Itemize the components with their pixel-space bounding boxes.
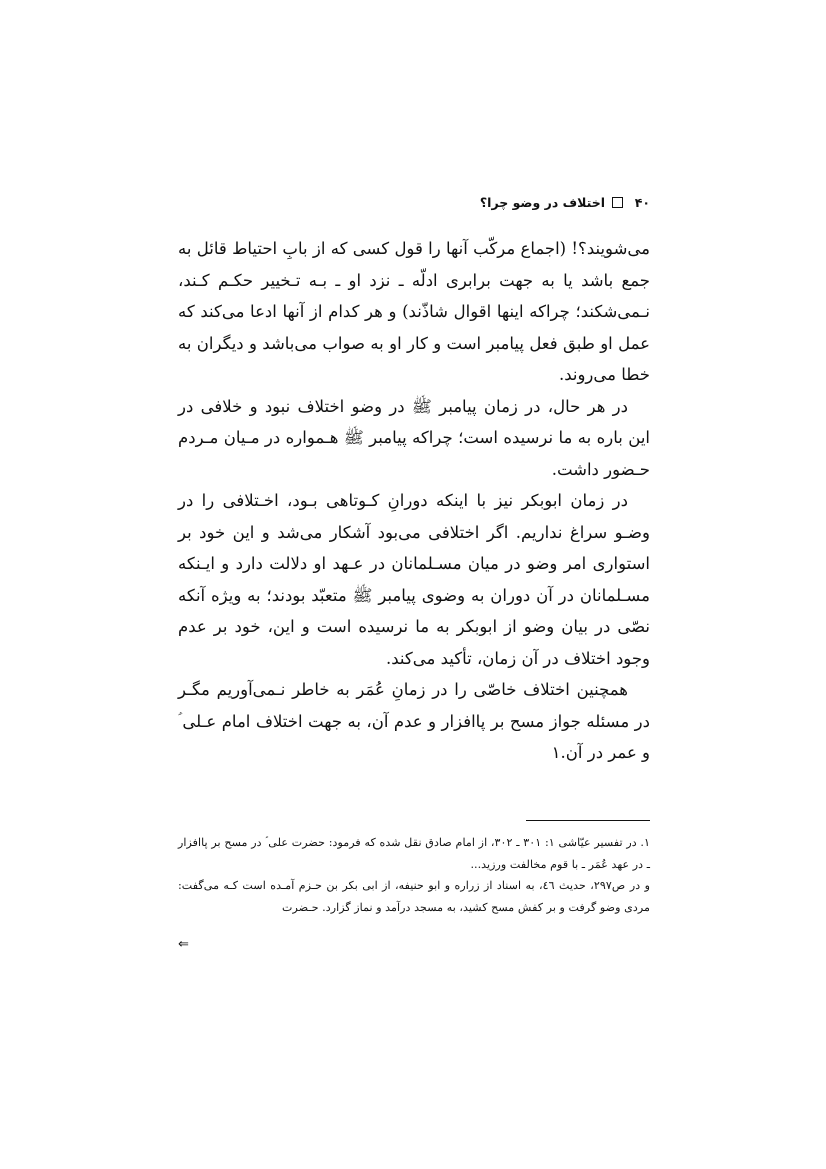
footnote: ۱. در تفسیر عیّاشی ۱: ۳۰۱ ـ ۳۰۲، از امام صادق نقل شده که فرمود: حضرت علی ؑ در مسح بر پاافزار ـ در عهد عُمَر ـ با قوم مخالفت ورزید... [178,836,650,871]
paragraph: می‌شویند؟! (اجماع مرکّب آنها را قول کسی که از بابِ احتیاط قائل به جمع باشد یا به جهت برابری ادلّه ـ نزد او ـ بـه تـخییر حکـم کـند، نـمی‌شکند؛ چراکه اینها اقوال شاذّند) و هر کدام از آنها ادعا می‌کند که عمل او طبق فعل پیامبر است و کار او به صواب می‌باشد و دیگران به خطا می‌روند. [178,239,650,384]
paragraph: در هر حال، در زمان پیامبر ﷺ در وضو اختلاف نبود و خلافی در این باره به ما نرسیده است؛ چراکه پیامبر ﷺ هـمواره در مـیان مـردم حـضور داشت. [178,396,650,479]
footnote-divider [526,820,650,821]
main-text [178,233,650,769]
running-header [178,195,650,217]
paragraph: همچنین اختلاف خاصّی را در زمانِ عُمَر به خاطر نـمی‌آوریم مگـر در مسئله جواز مسح بر پاافزار و عدم آن، به جهت اختلاف امام عـلی ؑ و عمر در آن.۱ [178,680,650,762]
running-title: اختلاف در وضو چرا؟ [479,195,606,210]
paragraph: در زمان ابوبکر نیز با اینکه دورانِ کـوتاهی بـود، اخـتلافی را در وضـو سراغ نداریم. اگر اختلافی می‌بود آشکار می‌شد و این خود بر استواری امر وضو در میان مسـلمانان در عـهد او دلالت دارد و ایـنکه مسـلمانان در آن دوران به وضوی پیامبر ﷺ متعبّد بودند؛ به ویژه آنکه نصّی در بیان وضو از ابوبکر به ما نرسیده است و این، خود بر عدم وجود اختلاف در آن زمان، تأکید می‌کند. [178,491,650,668]
footnotes [178,832,650,918]
page-number: ۴۰ [634,195,650,210]
square-bullet-icon [612,197,623,208]
continuation-arrow-icon: ⇐ [178,937,189,952]
footnote: و در ص۲۹۷، حدیث ٤٦، به اسناد از زراره و ابو حنیفه، از ابی بکر بن حـزم آمـده است کـه می‌گفت: مردی وضو گرفت و بر کفش مسح کشید، به مسجد درآمد و نماز گزارد. حـضرت [178,879,650,914]
